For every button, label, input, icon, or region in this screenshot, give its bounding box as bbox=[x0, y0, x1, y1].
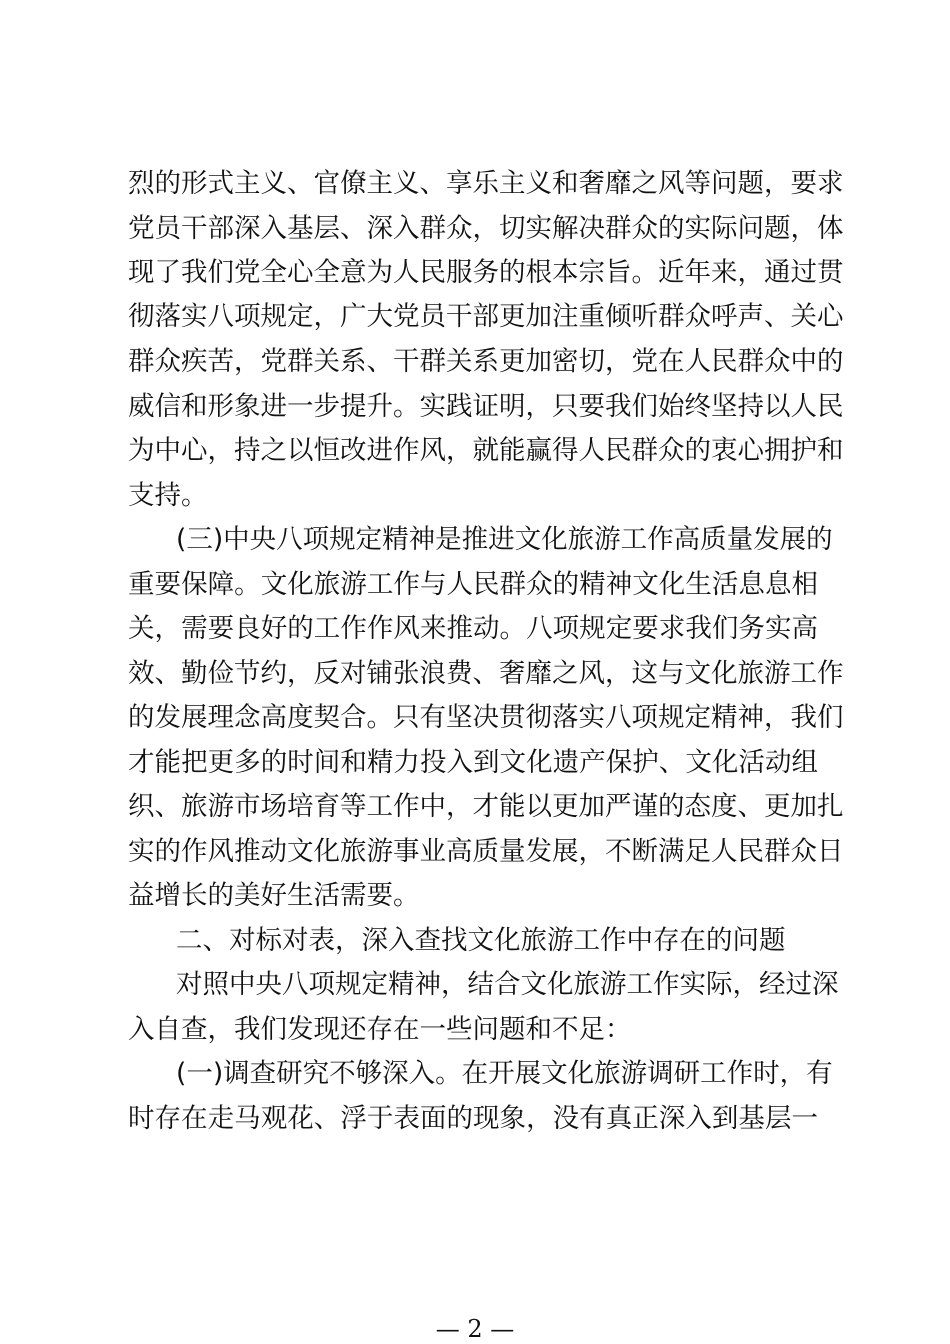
paragraph-first-line: 对照中央八项规定精神，结合文化旅游工作实际，经过深 bbox=[176, 969, 839, 1000]
paragraph-line: 彻落实八项规定，广大党员干部更加注重倾听群众呼声、关心 bbox=[128, 301, 844, 332]
paragraph-first-line: (一)调查研究不够深入。在开展文化旅游调研工作时，有 bbox=[176, 1058, 833, 1089]
paragraph-line: 才能把更多的时间和精力投入到文化遗产保护、文化活动组 bbox=[128, 747, 818, 778]
page-number: — 2 — bbox=[435, 1315, 515, 1343]
section-heading: 二、对标对表，深入查找文化旅游工作中存在的问题 bbox=[176, 925, 786, 956]
paragraph-line: 威信和形象进一步提升。实践证明，只要我们始终坚持以人民 bbox=[128, 391, 844, 422]
paragraph-line: 党员干部深入基层、深入群众，切实解决群众的实际问题，体 bbox=[128, 213, 844, 244]
paragraph-first-line: (三)中央八项规定精神是推进文化旅游工作高质量发展的 bbox=[176, 524, 833, 555]
paragraph-line: 重要保障。文化旅游工作与人民群众的精神文化生活息息相 bbox=[128, 569, 818, 600]
paragraph-line: 关，需要良好的工作作风来推动。八项规定要求我们务实高 bbox=[128, 613, 818, 644]
paragraph-line: 群众疾苦，党群关系、干群关系更加密切，党在人民群众中的 bbox=[128, 346, 844, 377]
paragraph-line: 时存在走马观花、浮于表面的现象，没有真正深入到基层一 bbox=[128, 1103, 818, 1134]
paragraph-line: 烈的形式主义、官僚主义、享乐主义和奢靡之风等问题，要求 bbox=[128, 168, 844, 199]
paragraph-line: 织、旅游市场培育等工作中，才能以更加严谨的态度、更加扎 bbox=[128, 791, 844, 822]
paragraph-line: 效、勤俭节约，反对铺张浪费、奢靡之风，这与文化旅游工作 bbox=[128, 658, 844, 689]
paragraph-line: 支持。 bbox=[128, 480, 208, 511]
paragraph-line: 现了我们党全心全意为人民服务的根本宗旨。近年来，通过贯 bbox=[128, 257, 844, 288]
paragraph-line: 为中心，持之以恒改进作风，就能赢得人民群众的衷心拥护和 bbox=[128, 435, 844, 466]
paragraph-line: 入自查，我们发现还存在一些问题和不足： bbox=[128, 1014, 632, 1045]
paragraph-line: 实的作风推动文化旅游事业高质量发展，不断满足人民群众日 bbox=[128, 836, 844, 867]
paragraph-line: 益增长的美好生活需要。 bbox=[128, 880, 420, 911]
paragraph-line: 的发展理念高度契合。只有坚决贯彻落实八项规定精神，我们 bbox=[128, 702, 844, 733]
